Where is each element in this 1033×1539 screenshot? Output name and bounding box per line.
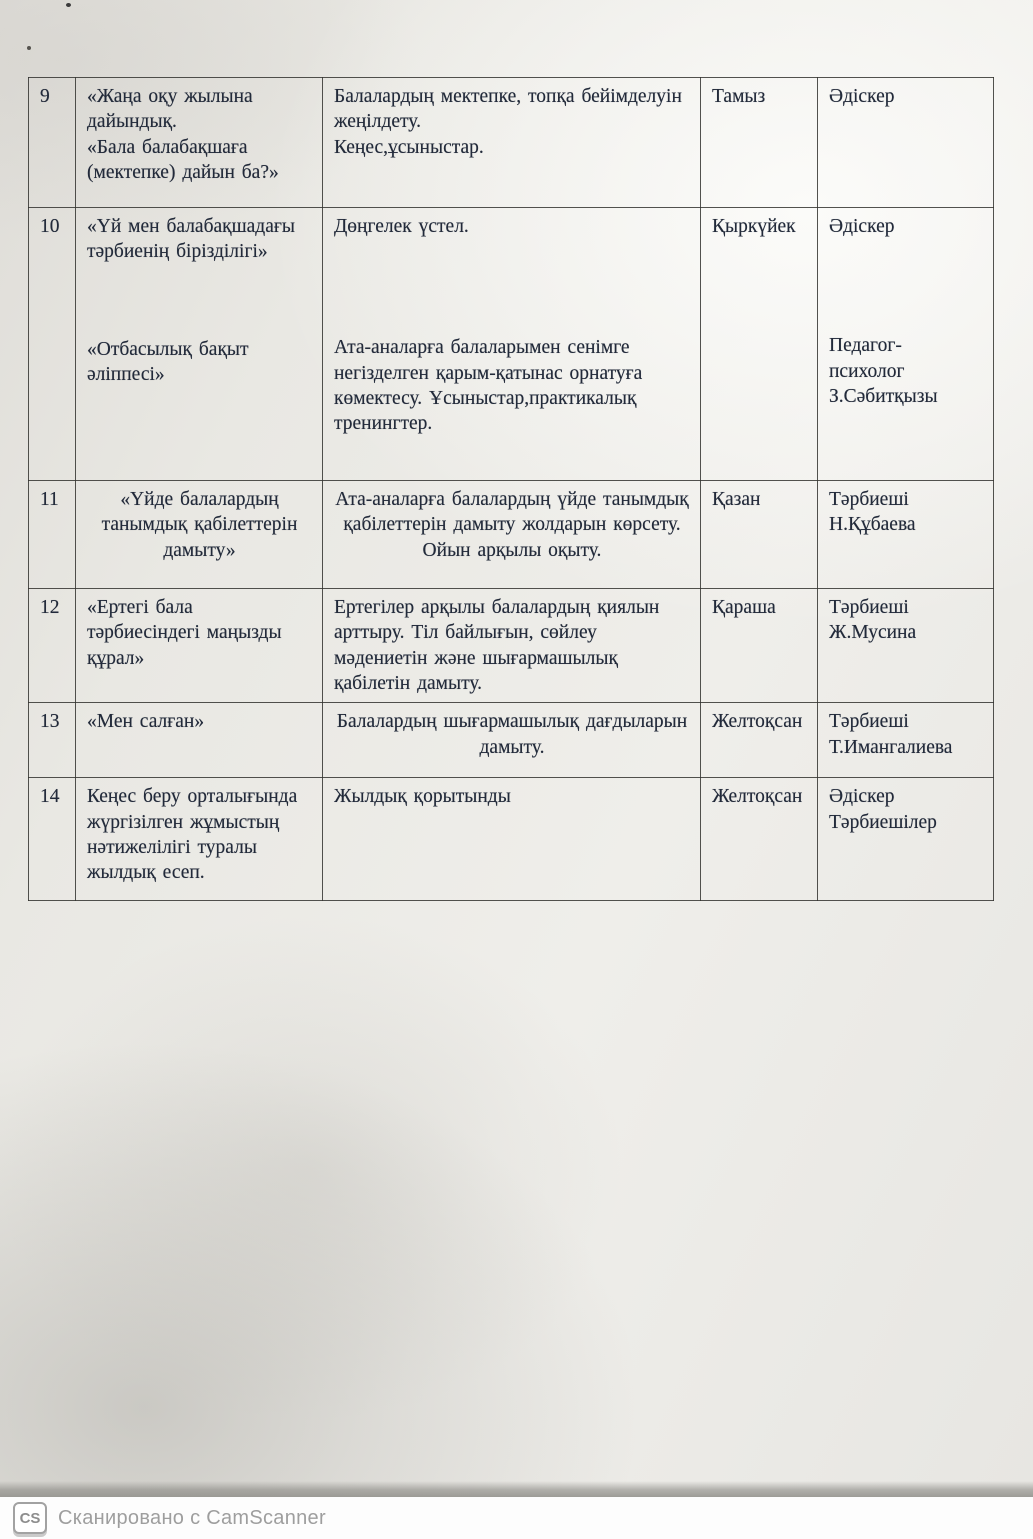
table-row — [29, 78, 994, 208]
responsible-text: Әдіскер — [829, 786, 895, 808]
responsible-text: психолог — [829, 360, 905, 382]
description-text: Дөңгелек үстел. — [334, 216, 469, 237]
responsible-cell — [818, 589, 994, 703]
responsible-cell — [818, 78, 994, 208]
row-number-cell — [29, 481, 76, 589]
page-bottom-shadow — [0, 1481, 1033, 1497]
row-number: 13 — [40, 711, 60, 733]
month-cell — [701, 78, 818, 208]
table-row — [29, 703, 994, 778]
responsible-text: Н.Құбаева — [829, 514, 916, 536]
row-number-cell — [29, 778, 76, 901]
description-text: Кеңес,ұсыныстар. — [334, 136, 484, 158]
responsible-text: Педагог- — [829, 335, 902, 357]
responsible-text: Тәрбиешілер — [829, 811, 937, 833]
row-number: 12 — [40, 597, 60, 618]
month-text: Желтоқсан — [712, 711, 803, 733]
description-text: Ертегілер арқылы балалардың қиялын арттыру. Тіл байлығын, сөйлеу мәдениетін және шығармашылық қабілетін дамыту. — [334, 597, 660, 695]
description-text: Балалардың мектепке, топқа бейімделуін жеңілдету. — [334, 86, 682, 133]
month-text: Тамыз — [712, 86, 766, 107]
row-number: 11 — [40, 489, 59, 510]
responsible-cell — [818, 481, 994, 589]
topic-cell — [76, 481, 323, 589]
topic-cell — [76, 78, 323, 208]
topic-cell — [76, 778, 323, 901]
responsible-text: Әдіскер — [829, 216, 895, 237]
topic-text: Кеңес беру орталығында жүргізілген жұмыстың нәтижелілігі туралы жылдық есеп. — [87, 786, 298, 884]
month-text: Желтоқсан — [712, 786, 803, 808]
scan-speck — [66, 3, 71, 7]
month-cell — [701, 589, 818, 703]
responsible-cell — [818, 703, 994, 778]
row-number: 9 — [40, 86, 50, 107]
annual-plan-table — [28, 77, 994, 901]
month-text: Қазан — [712, 489, 761, 510]
month-cell — [701, 778, 818, 901]
camscanner-logo-icon: CS — [13, 1502, 47, 1534]
responsible-text: Тәрбиеші — [829, 489, 909, 510]
topic-text: «Үй мен балабақшадағы тәрбиенің бірізділігі» — [87, 216, 295, 263]
responsible-text: Ж.Мусина — [829, 622, 917, 644]
row-number: 14 — [40, 786, 60, 808]
description-cell — [323, 481, 701, 589]
topic-text: «Бала балабақшаға (мектепке) дайын ба?» — [87, 136, 279, 184]
topic-cell — [76, 589, 323, 703]
description-text: Ата-аналарға балалардың үйде танымдық қабілеттерін дамыту жолдарын көрсету. Ойын арқылы оқыту. — [335, 489, 689, 561]
month-cell — [701, 481, 818, 589]
table-row — [29, 481, 994, 589]
responsible-cell — [818, 208, 994, 481]
row-number-cell — [29, 703, 76, 778]
table-row — [29, 778, 994, 901]
description-text: Жылдық қорытынды — [334, 786, 511, 808]
description-cell — [323, 208, 701, 481]
topic-text: «Жаңа оқу жылына дайындық. — [87, 86, 253, 133]
topic-text: «Ертегі бала тәрбиесіндегі маңызды құрал» — [87, 597, 282, 669]
responsible-text: Тәрбиеші — [829, 711, 909, 733]
scan-speck — [27, 46, 31, 50]
responsible-text: З.Сәбитқызы — [829, 386, 938, 408]
responsible-cell — [818, 778, 994, 901]
table-row — [29, 589, 994, 703]
watermark-text: Сканировано с CamScanner — [58, 1506, 326, 1529]
row-number: 10 — [40, 216, 60, 237]
description-cell — [323, 778, 701, 901]
description-cell — [323, 703, 701, 778]
topic-cell — [76, 703, 323, 778]
topic-text: «Үйде балалардың танымдық қабілеттерін дамыту» — [101, 489, 298, 561]
month-cell — [701, 703, 818, 778]
topic-text: «Мен салған» — [87, 711, 205, 733]
responsible-text: Әдіскер — [829, 86, 895, 107]
topic-text: «Отбасылық бақыт әліппесі» — [87, 338, 249, 386]
month-cell — [701, 208, 818, 481]
row-number-cell — [29, 589, 76, 703]
responsible-text: Тәрбиеші — [829, 597, 909, 618]
responsible-text: Т.Имангалиева — [829, 736, 953, 758]
table-row — [29, 208, 994, 481]
description-text: Ата-аналарға балаларымен сенімге негізделген қарым-қатынас орнатуға көмектесу. Ұсыныстар,практикалық тренингтер. — [334, 337, 643, 435]
row-number-cell — [29, 78, 76, 208]
description-text: Балалардың шығармашылық дағдыларын дамыту. — [336, 711, 688, 758]
month-text: Қараша — [712, 597, 776, 618]
camscanner-watermark-bar — [0, 1497, 1033, 1539]
description-cell — [323, 589, 701, 703]
topic-cell — [76, 208, 323, 481]
row-number-cell — [29, 208, 76, 481]
month-text: Қыркүйек — [712, 216, 796, 237]
description-cell — [323, 78, 701, 208]
